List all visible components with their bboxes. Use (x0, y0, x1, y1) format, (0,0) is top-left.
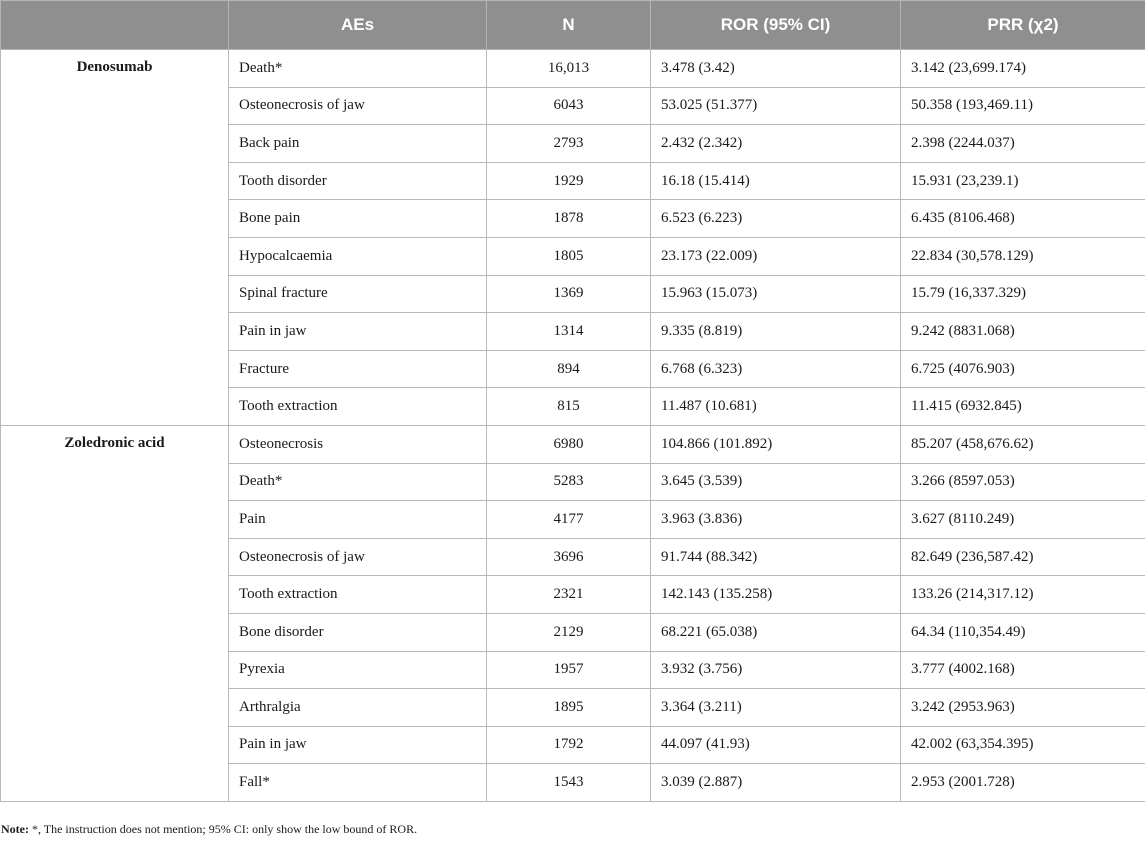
ror-cell: 23.173 (22.009) (651, 237, 901, 275)
n-cell: 6043 (487, 87, 651, 125)
ae-cell: Death* (229, 50, 487, 88)
prr-cell: 82.649 (236,587.42) (901, 538, 1145, 576)
prr-cell: 50.358 (193,469.11) (901, 87, 1145, 125)
ae-cell: Osteonecrosis of jaw (229, 87, 487, 125)
ae-cell: Bone disorder (229, 613, 487, 651)
prr-cell: 85.207 (458,676.62) (901, 425, 1145, 463)
prr-cell: 3.242 (2953.963) (901, 689, 1145, 727)
n-cell: 2793 (487, 125, 651, 163)
note-label: Note: (1, 822, 29, 836)
prr-cell: 11.415 (6932.845) (901, 388, 1145, 426)
ror-cell: 3.039 (2.887) (651, 764, 901, 802)
prr-cell: 3.142 (23,699.174) (901, 50, 1145, 88)
n-cell: 815 (487, 388, 651, 426)
ror-cell: 3.478 (3.42) (651, 50, 901, 88)
drug-name-cell: Denosumab (1, 50, 229, 426)
header-row (1, 1, 1145, 50)
header-ror: ROR (95% CI) (651, 1, 901, 50)
ror-cell: 44.097 (41.93) (651, 726, 901, 764)
ror-cell: 91.744 (88.342) (651, 538, 901, 576)
drug-name-cell: Zoledronic acid (1, 425, 229, 801)
table-note (1, 822, 417, 837)
n-cell: 894 (487, 350, 651, 388)
n-cell: 2129 (487, 613, 651, 651)
prr-cell: 15.931 (23,239.1) (901, 162, 1145, 200)
ae-cell: Pain in jaw (229, 726, 487, 764)
n-cell: 1929 (487, 162, 651, 200)
ae-cell: Pain in jaw (229, 313, 487, 351)
prr-cell: 9.242 (8831.068) (901, 313, 1145, 351)
prr-cell: 2.953 (2001.728) (901, 764, 1145, 802)
prr-cell: 15.79 (16,337.329) (901, 275, 1145, 313)
ae-cell: Pain (229, 501, 487, 539)
table-body (1, 50, 1145, 802)
prr-cell: 64.34 (110,354.49) (901, 613, 1145, 651)
prr-cell: 133.26 (214,317.12) (901, 576, 1145, 614)
ror-cell: 3.932 (3.756) (651, 651, 901, 689)
ae-cell: Osteonecrosis (229, 425, 487, 463)
n-cell: 4177 (487, 501, 651, 539)
n-cell: 6980 (487, 425, 651, 463)
header-n: N (487, 1, 651, 50)
ae-cell: Death* (229, 463, 487, 501)
ae-cell: Tooth extraction (229, 388, 487, 426)
header-aes: AEs (229, 1, 487, 50)
n-cell: 1805 (487, 237, 651, 275)
ror-cell: 6.523 (6.223) (651, 200, 901, 238)
ae-cell: Hypocalcaemia (229, 237, 487, 275)
prr-cell: 3.266 (8597.053) (901, 463, 1145, 501)
n-cell: 1543 (487, 764, 651, 802)
ror-cell: 53.025 (51.377) (651, 87, 901, 125)
ae-cell: Bone pain (229, 200, 487, 238)
prr-cell: 6.725 (4076.903) (901, 350, 1145, 388)
ae-cell: Back pain (229, 125, 487, 163)
n-cell: 1314 (487, 313, 651, 351)
ae-cell: Tooth disorder (229, 162, 487, 200)
table-row (1, 425, 1145, 463)
n-cell: 1369 (487, 275, 651, 313)
ae-cell: Pyrexia (229, 651, 487, 689)
n-cell: 1878 (487, 200, 651, 238)
n-cell: 5283 (487, 463, 651, 501)
n-cell: 2321 (487, 576, 651, 614)
header-prr: PRR (χ2) (901, 1, 1145, 50)
ae-cell: Tooth extraction (229, 576, 487, 614)
ror-cell: 6.768 (6.323) (651, 350, 901, 388)
ror-cell: 16.18 (15.414) (651, 162, 901, 200)
ror-cell: 2.432 (2.342) (651, 125, 901, 163)
ror-cell: 104.866 (101.892) (651, 425, 901, 463)
ae-cell: Arthralgia (229, 689, 487, 727)
prr-cell: 3.627 (8110.249) (901, 501, 1145, 539)
table-row (1, 50, 1145, 88)
ror-cell: 3.645 (3.539) (651, 463, 901, 501)
ae-cell: Osteonecrosis of jaw (229, 538, 487, 576)
ror-cell: 9.335 (8.819) (651, 313, 901, 351)
ae-cell: Spinal fracture (229, 275, 487, 313)
ae-cell: Fall* (229, 764, 487, 802)
ae-cell: Fracture (229, 350, 487, 388)
ror-cell: 3.963 (3.836) (651, 501, 901, 539)
ror-cell: 68.221 (65.038) (651, 613, 901, 651)
header-drug (1, 1, 229, 50)
n-cell: 1792 (487, 726, 651, 764)
note-text: *, The instruction does not mention; 95% CI: only show the low bound of ROR. (28, 822, 418, 836)
ror-cell: 142.143 (135.258) (651, 576, 901, 614)
prr-cell: 2.398 (2244.037) (901, 125, 1145, 163)
ror-cell: 15.963 (15.073) (651, 275, 901, 313)
prr-cell: 6.435 (8106.468) (901, 200, 1145, 238)
ror-cell: 11.487 (10.681) (651, 388, 901, 426)
ror-cell: 3.364 (3.211) (651, 689, 901, 727)
prr-cell: 3.777 (4002.168) (901, 651, 1145, 689)
n-cell: 1957 (487, 651, 651, 689)
n-cell: 1895 (487, 689, 651, 727)
n-cell: 16,013 (487, 50, 651, 88)
prr-cell: 22.834 (30,578.129) (901, 237, 1145, 275)
prr-cell: 42.002 (63,354.395) (901, 726, 1145, 764)
n-cell: 3696 (487, 538, 651, 576)
